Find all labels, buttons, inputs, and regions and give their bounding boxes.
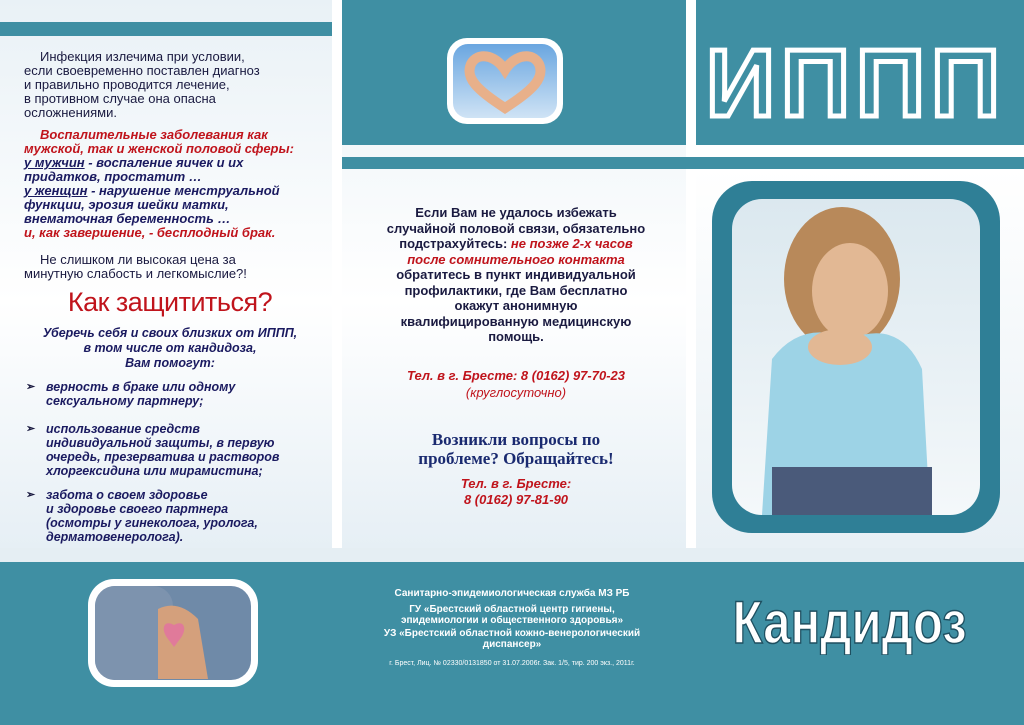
instructions-text: Если Вам не удалось избежать случайной половой связи, обязательно подстрахуйтесь: не позже 2-х часов после сомнительного контакта обратитесь в пункт индивидуальной профилактики, где Вам бесплатно окажут анонимную квалифицированную медицинскую помощь. xyxy=(386,205,646,344)
subtitle-text: Кандидоз xyxy=(732,588,967,655)
complications-block xyxy=(24,128,329,240)
org-dispensary: УЗ «Брестский областной кожно-венерологический диспансер» xyxy=(383,628,641,650)
imprint: г. Брест, Лиц. № 02330/0131850 от 31.07.2006г. Зак. 1/5, тир. 200 экз., 2011г. xyxy=(389,660,635,667)
heart-hands-photo xyxy=(447,38,563,124)
protect-subtitle xyxy=(20,326,320,371)
final-text: и, как завершение, - бесплодный брак. xyxy=(24,225,276,240)
heart-hands-photo-frame xyxy=(447,38,563,124)
protect-sub-line: в том числе от кандидоза, xyxy=(83,341,257,355)
list-item: ➢ верность в браке или одному сексуальному партнеру; xyxy=(26,380,236,408)
men-label: у мужчин xyxy=(24,155,85,170)
complications-title: мужской, так и женской половой сферы: xyxy=(24,141,294,156)
middle-stripe xyxy=(342,157,1024,169)
question-line: Не слишком ли высокая цена за xyxy=(40,252,236,267)
intro-line: осложнениями. xyxy=(24,105,117,120)
complications-title: Воспалительные заболевания как xyxy=(40,127,268,142)
intro-line: Инфекция излечима при условии, xyxy=(40,49,245,64)
women-label: у женщин xyxy=(24,183,88,198)
question-text xyxy=(24,253,324,281)
arrow-bullet-icon: ➢ xyxy=(26,489,36,501)
holding-hands-photo xyxy=(88,579,258,687)
intro-line: и правильно проводится лечение, xyxy=(24,77,230,92)
org-service: Санитарно-эпидемиологическая служба МЗ РБ xyxy=(394,588,630,599)
intro-line: если своевременно поставлен диагноз xyxy=(24,63,260,78)
protect-heading: Как защититься? xyxy=(67,287,273,317)
thoughtful-girl-photo xyxy=(732,199,980,515)
question-line: минутную слабость и легкомыслие?! xyxy=(24,266,247,281)
arrow-bullet-icon: ➢ xyxy=(26,423,36,435)
list-item: ➢ использование средств индивидуальной защиты, в первую очередь, презерватива и растворов хлоргексидина или мирамистина; xyxy=(26,422,280,478)
women-text: - нарушение менструальной xyxy=(87,183,280,198)
protect-sub-line: Уберечь себя и своих близких от ИППП, xyxy=(42,326,298,340)
subtitle-logo xyxy=(702,575,1002,655)
questions-heading: Возникли вопросы по проблеме? Обращайтесь! xyxy=(418,430,614,468)
women-text: функции, эрозия шейки матки, xyxy=(24,197,229,212)
bottom-gap xyxy=(0,548,1024,562)
women-text: внематочная беременность … xyxy=(24,211,231,226)
girl-photo-frame xyxy=(712,181,1000,533)
org-center: ГУ «Брестский областной центр гигиены, эпидемиологии и общественного здоровья» xyxy=(400,604,624,626)
men-text: придатков, простатит … xyxy=(24,169,202,184)
holding-hands-photo-frame xyxy=(88,579,258,687)
phone-24h-note: (круглосуточно) xyxy=(465,385,567,400)
phone-questions: Тел. в г. Бресте: 8 (0162) 97-81-90 xyxy=(460,476,572,507)
protection-list xyxy=(24,380,324,554)
protect-sub-line: Вам помогут: xyxy=(125,356,215,370)
left-top-bar xyxy=(0,22,332,36)
title-text: ИППП xyxy=(706,36,1006,126)
intro-line: в противном случае она опасна xyxy=(24,91,216,106)
title-logo xyxy=(706,36,1006,126)
arrow-bullet-icon: ➢ xyxy=(26,381,36,393)
intro-text xyxy=(24,50,324,120)
list-item: ➢ забота о своем здоровье и здоровье своего партнера (осмотры у гинеколога, уролога, дерматовенеролога). xyxy=(26,488,258,544)
men-text: - воспаление яичек и их xyxy=(84,155,244,170)
phone-24h: Тел. в г. Бресте: 8 (0162) 97-70-23 xyxy=(407,368,625,383)
